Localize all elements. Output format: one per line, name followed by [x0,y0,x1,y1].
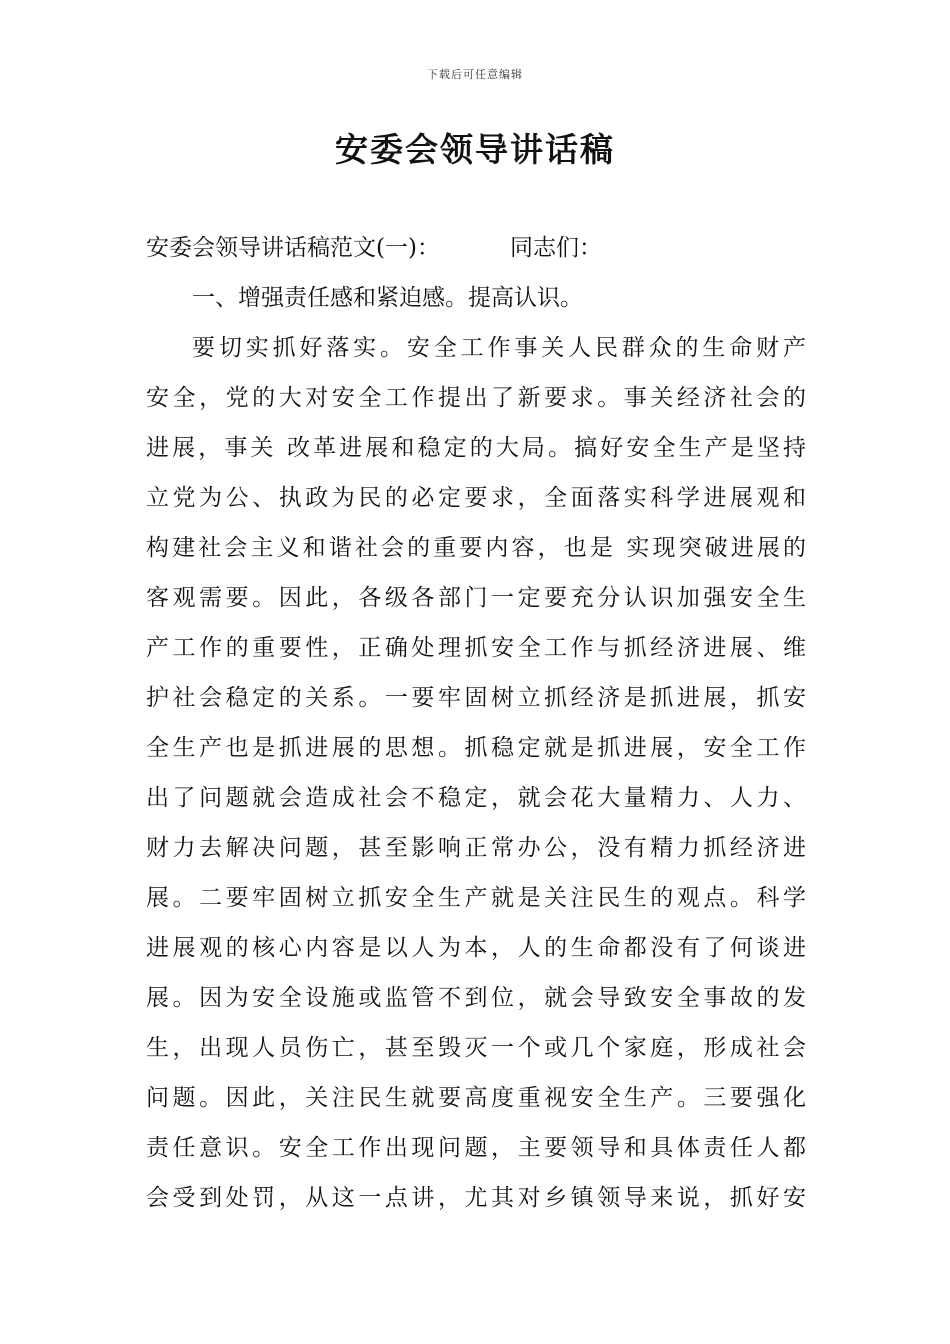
paragraph-line: 展。二要牢固树立抓安全生产就是关注民生的观点。科学 [146,885,806,911]
paragraph-line: 全生产也是抓进展的思想。抓稳定就是抓进展，安全工作 [146,735,806,761]
document-body [146,223,806,1223]
paragraph-line: 构建社会主义和谐社会的重要内容，也是 实现突破进展的 [146,535,806,561]
section-heading: 一、增强责任感和紧迫感。提高认识。 [192,285,583,311]
paragraph-line: 护社会稳定的关系。一要牢固树立抓经济是抓进展，抓安 [146,685,806,711]
paragraph-line: 客观需要。因此，各级各部门一定要充分认识加强安全生 [146,585,806,611]
paragraph-line: 展。因为安全设施或监管不到位，就会导致安全事故的发 [146,985,806,1011]
paragraph-line: 出了问题就会造成社会不稳定，就会花大量精力、人力、 [146,785,806,811]
paragraph-line: 财力去解决问题，甚至影响正常办公，没有精力抓经济进 [146,835,806,861]
greeting: 同志们： [509,235,602,261]
paragraph-line: 立党为公、执政为民的必定要求，全面落实科学进展观和 [146,485,806,511]
paragraph-line: 进展观的核心内容是以人为本，人的生命都没有了何谈进 [146,935,806,961]
page-header-note: 下载后可任意编辑 [427,68,523,81]
paragraph-line: 问题。因此，关注民生就要高度重视安全生产。三要强化 [146,1085,806,1111]
paragraph-line: 会受到处罚，从这一点讲，尤其对乡镇领导来说，抓好安 [146,1185,806,1211]
paragraph-line: 进展，事关 改革进展和稳定的大局。搞好安全生产是坚持 [146,435,806,461]
paragraph-line: 要切实抓好落实。安全工作事关人民群众的生命财产 [192,335,806,361]
intro-label: 安委会领导讲话稿范文(一)： [146,235,440,261]
paragraph-line: 安全，党的大对安全工作提出了新要求。事关经济社会的 [146,385,806,411]
paragraph-line: 生，出现人员伤亡，甚至毁灭一个或几个家庭，形成社会 [146,1035,806,1061]
paragraph-line: 产工作的重要性，正确处理抓安全工作与抓经济进展、维 [146,635,806,661]
document-title: 安委会领导讲话稿 [335,130,615,169]
paragraph-line: 责任意识。安全工作出现问题，主要领导和具体责任人都 [146,1135,806,1161]
intro-line [146,223,806,273]
